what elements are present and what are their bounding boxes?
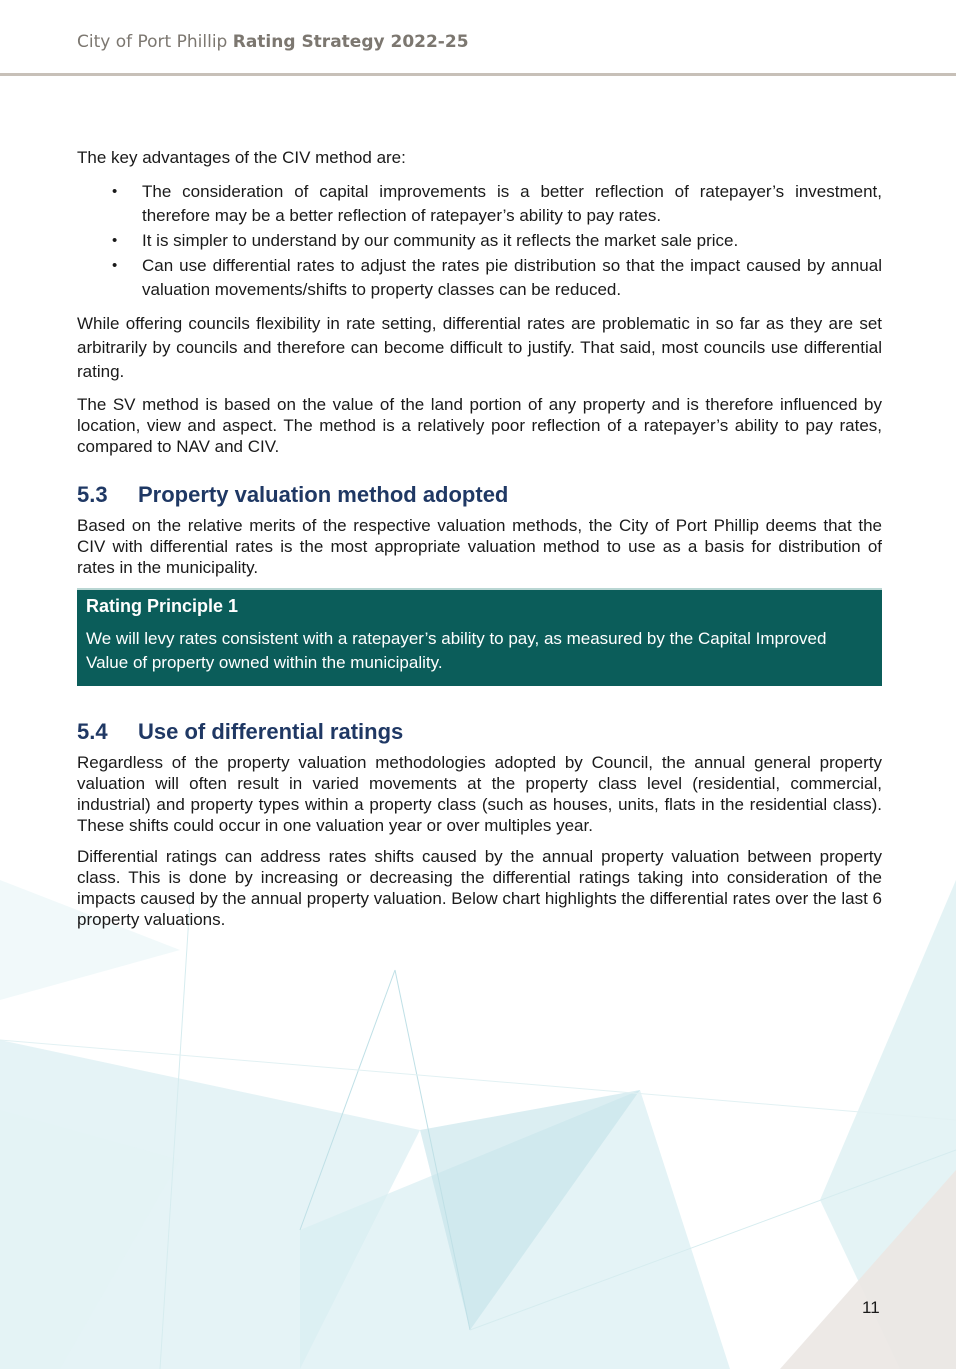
section-number: 5.4: [77, 719, 108, 744]
section-number: 5.3: [77, 482, 108, 507]
section-5-4-body-1: Regardless of the property valuation methodologies adopted by Council, the annual general property valuation will often result in varied movements at the property class level (residential, commercial, industrial) and property types within a property class (such as houses, units, flats in the residential class). These shifts could occur in one valuation year or over multiples year.: [77, 753, 882, 835]
list-item-text: It is simpler to understand by our community as it reflects the market sale price.: [142, 231, 739, 250]
section-heading-5-3: [77, 481, 882, 509]
advantages-list: [77, 180, 882, 302]
page-number: 11: [862, 1298, 880, 1317]
list-item: [77, 254, 882, 302]
principle-body: We will levy rates consistent with a ratepayer’s ability to pay, as measured by the Capital Improved Value of property owned within the municipality.: [86, 629, 827, 672]
section-5-3-body: Based on the relative merits of the respective valuation methods, the City of Port Phillip deems that the CIV with differential rates is the most appropriate valuation method to use as a basis for distribution of rates in the municipality.: [77, 516, 882, 577]
section-5-4-body-2: Differential ratings can address rates shifts caused by the annual property valuation between property class. This is done by increasing or decreasing the differential ratings taking into consideration of the impacts caused by the annual property valuation. Below chart highlights the differential rates over the last 6 property valuations.: [77, 847, 882, 929]
header-rule: [0, 73, 956, 76]
section-heading-5-4: [77, 718, 882, 746]
rating-principle-box: [77, 588, 882, 686]
list-item-text: Can use differential rates to adjust the rates pie distribution so that the impact caused by annual valuation movements/shifts to property classes can be reduced.: [142, 256, 882, 299]
section-title: Property valuation method adopted: [138, 482, 509, 507]
list-item: [77, 180, 882, 228]
running-header: [77, 32, 469, 52]
bullet-icon: •: [112, 183, 118, 200]
header-org: City of Port Phillip: [77, 32, 228, 52]
bullet-icon: •: [112, 232, 118, 249]
list-item: [77, 229, 882, 253]
header-doc-title: Rating Strategy 2022-25: [232, 32, 469, 52]
paragraph-sv-method: The SV method is based on the value of the land portion of any property and is therefore influenced by location, view and aspect. The method is a relatively poor reflection of a ratepayer’s ability to pay rates, compared to NAV and CIV.: [77, 395, 882, 456]
bullet-icon: •: [112, 257, 118, 274]
paragraph-differential-rates: While offering councils flexibility in rate setting, differential rates are problematic in so far as they are set arbitrarily by councils and therefore can become difficult to justify. That said, most councils use differential rating.: [77, 314, 882, 381]
list-item-text: The consideration of capital improvements is a better reflection of ratepayer’s investment, therefore may be a better reflection of ratepayer’s ability to pay rates.: [142, 182, 882, 225]
principle-title: Rating Principle 1: [86, 596, 239, 616]
intro-text: The key advantages of the CIV method are:: [77, 148, 406, 167]
section-title: Use of differential ratings: [138, 719, 404, 744]
page-content: [77, 146, 882, 940]
